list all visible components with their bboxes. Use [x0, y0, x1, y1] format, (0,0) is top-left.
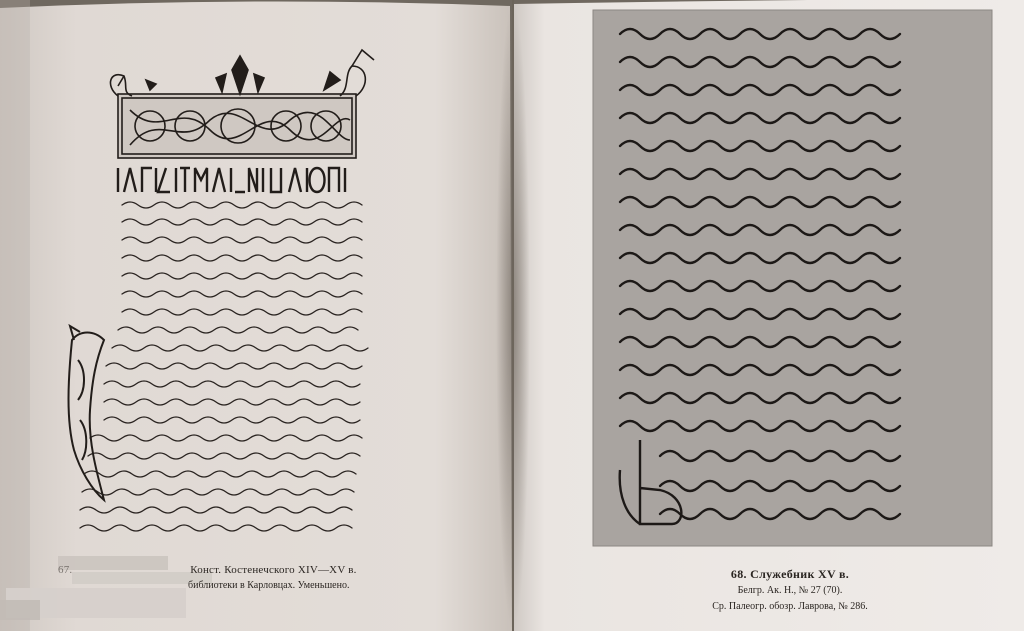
- right-caption-line2: Белгр. Ак. Н., № 27 (70).: [737, 585, 843, 596]
- left-plate-number: 67.: [58, 564, 73, 576]
- left-caption-text2: библиотеки в Карловцах. Уменьшено.: [188, 580, 350, 591]
- left-caption-line1: [58, 563, 478, 578]
- right-plate-title: 68. Служебник XV в.: [730, 567, 850, 581]
- left-caption-text1: Конст. Костенечского XIV—XV в.: [190, 564, 357, 576]
- right-plate-caption: [640, 566, 940, 615]
- left-caption-line2: [58, 578, 478, 593]
- manuscript-plate-right: [593, 10, 992, 546]
- left-plate-caption: [58, 563, 478, 593]
- right-caption-line3: Ср. Палеогр. обозр. Лаврова, № 286.: [712, 601, 868, 612]
